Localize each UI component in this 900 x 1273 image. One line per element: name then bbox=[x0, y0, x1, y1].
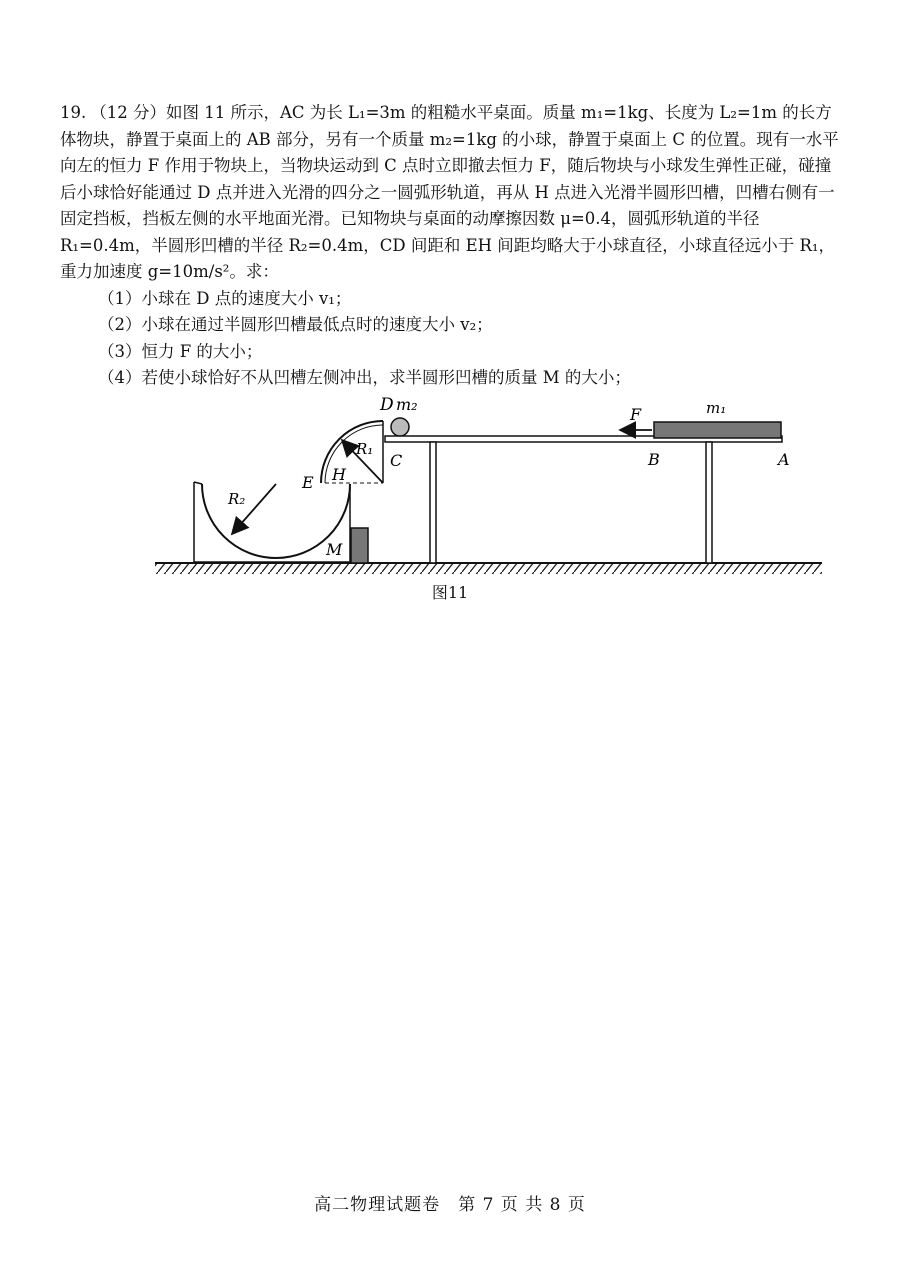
table-leg-left bbox=[430, 442, 436, 563]
figure-caption: 图11 bbox=[431, 583, 469, 602]
label-F: F bbox=[630, 405, 642, 424]
label-C: C bbox=[390, 451, 403, 470]
question-4: （4）若使小球恰好不从凹槽左侧冲出，求半圆形凹槽的质量 M 的大小； bbox=[98, 368, 631, 387]
question-1: （1）小球在 D 点的速度大小 v₁； bbox=[98, 288, 352, 308]
label-A: A bbox=[778, 450, 790, 469]
figure-11 bbox=[150, 392, 830, 582]
label-m2: m₂ bbox=[396, 395, 418, 414]
table-leg-right bbox=[706, 442, 712, 563]
label-M: M bbox=[326, 540, 343, 559]
problem-stem bbox=[60, 100, 840, 286]
label-R1: R₁ bbox=[356, 440, 374, 458]
label-D: D bbox=[380, 395, 394, 415]
groove-rim-left bbox=[194, 482, 202, 484]
problem-stem-text: 如图 11 所示，AC 为长 L₁=3m 的粗糙水平桌面。质量 m₁=1kg、长度为 L₂=1m 的长方体物块，静置于桌面上的 AB 部分，另有一个质量 m₂=1kg 的小球，静置于桌面上 C 的位置。现有一水平向左的恒力 F 作用于物块上，当物块运动到 C 点时立即撤去恒力 F，随后物块与小球发生弹性正碰，碰撞后小球恰好能通过 D 点并进入光滑的四分之一圆弧形轨道，再从 H 点进入光滑半圆形凹槽，凹槽右侧有一固定挡板，挡板左侧的水平地面光滑。已知物块与桌面的动摩擦因数 μ=0.4，圆弧形轨道的半径 R₁=0.4m，半圆形凹槽的半径 R₂=0.4m，CD 间距和 EH 间距均略大于小球直径，小球直径远小于 R₁，重力加速度 g=10m/s²。求： bbox=[60, 103, 839, 281]
physics-diagram bbox=[150, 392, 830, 582]
problem-19 bbox=[60, 100, 840, 392]
ball-m2 bbox=[391, 418, 409, 436]
block-m1 bbox=[654, 422, 781, 438]
label-B: B bbox=[648, 450, 660, 469]
question-3: （3）恒力 F 的大小； bbox=[98, 341, 263, 361]
problem-points: （12 分） bbox=[90, 103, 166, 122]
problem-number: 19. bbox=[60, 103, 87, 122]
label-m1: m₁ bbox=[706, 399, 727, 417]
ground-hatching bbox=[155, 564, 822, 574]
fixed-baffle bbox=[351, 528, 368, 563]
label-R2: R₂ bbox=[228, 490, 246, 508]
label-E: E bbox=[302, 473, 314, 492]
question-2: （2）小球在通过半圆形凹槽最低点时的速度大小 v₂； bbox=[98, 315, 493, 334]
page-footer: 高二物理试题卷 第 7 页 共 8 页 bbox=[314, 1195, 586, 1215]
label-H: H bbox=[332, 465, 346, 484]
